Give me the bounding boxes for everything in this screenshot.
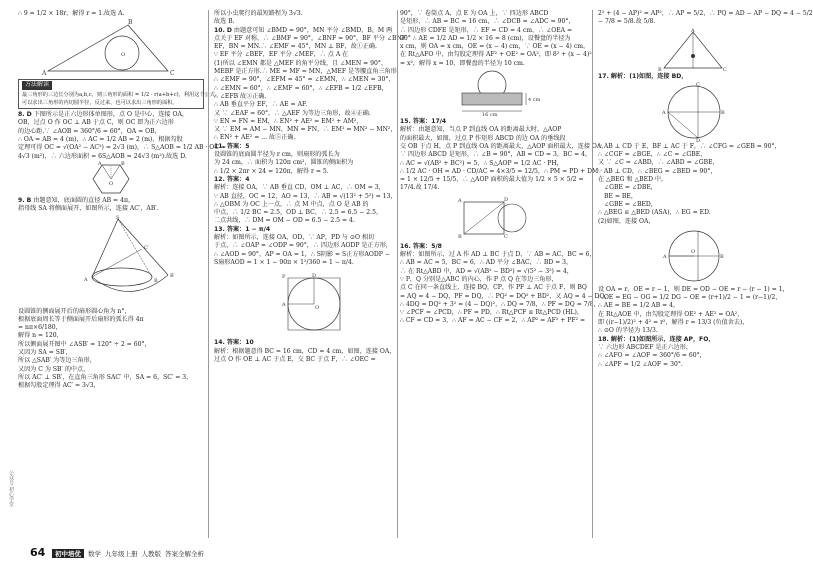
text-line: BE = BE，	[604, 192, 637, 200]
text-line: 解析：如图所示，连接 OA，OD，∵ AP，PD 与 ⊙O 相切	[214, 234, 375, 242]
text-line: 又因为 SA = SB′，	[18, 349, 72, 357]
text-line: x cm，则 OA = x cm，OE = (x − 4) cm，∵ OE = (x − 4) cm，	[400, 43, 590, 51]
text-line: 又 ∵ ∠EAF = 60°，∴ △AEF 为等边三角形，故④正确.	[214, 109, 371, 117]
text-line: 解析：连接 OA，∵ AB 垂直 CD，OM ⊥ AC，∴ OM = 3，	[214, 184, 385, 192]
text-line: ∵ 四边形 ABCD 是矩形，∴ ∠B = 90°，AB = CD = 3，BC = 4，	[400, 151, 592, 159]
text-line: ∵ ∠PCF = ∠PCD，∴ PF = PD，∴ Rt△PCF ≌ Rt△PCD (HL)，	[400, 309, 583, 317]
svg-text:O: O	[315, 305, 320, 312]
text-line: 在 △BEG 和 △BED 中，	[598, 176, 668, 184]
question-17-answer: 17. 解析：(1)如图，连接 BD，	[598, 72, 688, 80]
svg-text:C: C	[504, 233, 508, 240]
text-line: 中点，∴ 1/2 BC = 2.5，OD ⊥ BC，∴ 2.5 = 6.5 − 2.5，	[214, 209, 383, 217]
text-line: 为 24 cm，∴ 面积为 120π cm²，圆锥的侧面积为	[214, 159, 354, 167]
dimension-label: 4 cm	[528, 97, 541, 104]
column-4	[598, 10, 813, 540]
svg-text:B: B	[128, 19, 133, 27]
text-line: ∵ AB ⊥ CD 于 E，BF ⊥ AC 于 F，∴ ∠CFG = ∠GEB = 90°，	[598, 142, 781, 150]
text-line: 在 Rt△AOE 中，由勾股定理得 OE² + AE² = OA²，	[598, 310, 744, 318]
svg-text:A: A	[663, 253, 667, 260]
footer-bar	[52, 548, 204, 558]
svg-text:A: A	[662, 109, 666, 116]
question-14-answer: 14. 答案：10	[214, 339, 254, 347]
question-18-answer: 18. 解析：(1)如图所示，连接 AP，FO，	[598, 335, 715, 343]
method-tip-text: 可以求出三角形的内切圆半径，反过来，也可以求出三角形的面积。	[22, 99, 178, 106]
text-line: = x²，解得 x = 10，即餐盘的半径为 10 cm.	[400, 59, 525, 67]
text-line: ∴ ∠AOD = 90°，AP = OA = 1，∴ S阴影 = S正方形AODP −	[214, 250, 390, 258]
method-tip-box	[18, 79, 221, 109]
svg-text:A: A	[84, 276, 88, 283]
text-line: ∴ OE = EG − OG = 1/2 DG − OE = (r+1)/2 − 1 = (r−1)/2，	[598, 294, 782, 302]
text-line: 解析：根据题意得 BC = 16 cm，CD = 4 cm，如图，连接 OA，	[214, 347, 396, 355]
text-line: 解得 n = 120，	[18, 332, 63, 340]
figure-circle-chords	[598, 82, 788, 142]
figure-rectangle-circle	[400, 194, 586, 242]
text-line: 故选 B.	[214, 18, 235, 26]
text-line: ∴ ∠APF = 1/2 ∠AOF = 30°.	[598, 360, 683, 368]
text-line: ∴ AC = √(AB² + BC²) = 5，∴ S△AOP = 1/2 AC · PH，	[400, 159, 563, 167]
svg-text:C: C	[170, 70, 175, 78]
text-line: ∴ AB = AC = 5，BC = 6，∴ AD 平分 ∠BAC，∴ BD = 3，	[400, 259, 573, 267]
column-divider	[208, 10, 209, 538]
svg-text:B: B	[721, 109, 725, 116]
svg-text:D: D	[504, 196, 509, 203]
text-line: 解析：如图所示，过 A 作 AD ⊥ BC 于点 D，∵ AB = AC，BC = 6，	[400, 251, 596, 259]
text-line: ∴ 在 Rt△ABD 中，AD = √(AB² − BD²) = √(5² − 3²) = 4，	[400, 267, 573, 275]
text-line: ∵ P，Q 分别是△ABC 的内心，作 P 点 Q 在等边三角形，	[400, 275, 558, 283]
text-line: ∴ ⊙O 的半径为 13/3.	[598, 327, 658, 335]
column-divider	[592, 10, 593, 538]
text-line: ∴ ∠EFB 故③正确.	[214, 92, 267, 100]
text-line: ∴ OA = AB = 4 (m)，∴ AC = 1/2 AB = 2 (m)，根据勾股	[18, 136, 183, 144]
brand-label: 初中培优	[52, 549, 84, 558]
text-line: = AQ = 4 − DQ，PF = DQ，∴ PQ² = DQ² + BD²，又 AQ = 4 − DQ，	[400, 292, 611, 300]
svg-text:O: O	[691, 248, 696, 255]
text-line: 所以 △SAB′ 为等边三角形，	[18, 357, 96, 365]
text-line: 交 OB 于点 H，点 P 到直线 OA 的距离最大，△AOP 面积最大，连接 OA，	[400, 142, 608, 150]
text-line: 在 Rt△AFO 中，由勾股定理得 AF² + OE² = OA²，即 8² + (x − 4)²	[400, 51, 592, 59]
text-line: ∴ 四边形 CDFE 是矩形，∴ EF = CD = 4 cm，∴ ∠OEA =	[400, 26, 573, 34]
text-line: 又 ∵ ∠C = ∠ABD，∴ ∠ABD = ∠GBE，	[598, 159, 719, 167]
publisher-label: 人教版	[141, 549, 161, 558]
text-line: ∵ EN = FN = EM，∴ EN² + AE² = EM² + AM²，	[214, 117, 363, 125]
text-line: 90°，∵ 卷筒点 A，点 E 为 OA 上，∵ 四边形 ABCD	[400, 10, 549, 17]
svg-text:B′: B′	[170, 272, 175, 279]
text-line: ∴ AE = BE = 1/2 AB = 4，	[598, 302, 680, 310]
method-tip-title: 方法解读	[22, 81, 52, 89]
text-line: 即 ((r−1)/2)² + 4² = r²，解得 r = 13/3 (负值舍去)，	[598, 319, 749, 327]
text-line: S扇形AOD = 1 × 1 − 90π × 1²/360 = 1 − π/4.	[214, 258, 354, 266]
svg-text:C′: C′	[144, 244, 149, 251]
text-line: 根据勾股定理得 AC′ = 3√3，	[18, 382, 100, 390]
page-number: 64	[30, 546, 46, 559]
page-footer	[0, 546, 800, 560]
text-line: ∵ 六边形 ABCDEF 是正六边形，	[598, 343, 692, 351]
text-line: ∴ AB 垂直平分 EF，∴ AE = AF.	[214, 101, 308, 109]
text-line: ∵ AB 直径，OC = 12，AO = 13，∴ AB = √(13² + 5²) = 13，	[214, 192, 397, 200]
svg-text:A: A	[98, 160, 102, 167]
text-line: 又因为 C 为 SB′ 的中点，	[18, 365, 90, 373]
section-label: 答案全解全析	[165, 549, 204, 558]
svg-text:C: C	[723, 66, 727, 73]
text-line: ∴ ∠EMF = 90°，∠EFM = 45° = ∠EMN，∴ ∠MEN = 30°，	[214, 76, 395, 84]
svg-text:S: S	[116, 214, 120, 221]
text-line: − 7/8 = 5/8.故 5/8.	[598, 18, 656, 26]
text-line: 所以 AC′ ⊥ SB′，在直角三角形 SAC′ 中，SA = 6，SC′ = 3，	[18, 373, 193, 381]
svg-text:B: B	[658, 66, 662, 73]
text-line: ∴ EN² + AE² = ... 故⑤正确.	[214, 134, 296, 142]
text-line: 2² + (4 − AP)² = AP²，∴ AP = 5/2，∴ PQ = AD − AP − DQ = 4 − 5/2	[598, 10, 813, 17]
svg-text:A: A	[42, 70, 47, 78]
question-16-answer: 16. 答案：5/8	[400, 242, 442, 250]
text-line: EF，BN = MN.∴ ∠EMF = 45°，MN ⊥ BF，故①正确.	[214, 43, 377, 51]
text-line: ∴ ∠CGF = ∠BGE，∴ ∠C = ∠GBE，	[598, 151, 707, 159]
text-line: 90° ∴ AE = 1/2 AD = 1/2 × 16 = 8 (cm)，设餐盘的半径为	[400, 34, 571, 42]
svg-text:A: A	[691, 27, 695, 34]
figure-circle-radius	[598, 227, 788, 285]
subject-label: 数学	[88, 549, 101, 558]
text-line: 点关于 EF 对称，∴ ∠BMF = 90°，∠BNF = 90°，BF 平分 ∠BNF	[214, 34, 407, 42]
text-line: = 1 × 12/5 + 15/5，∴ △AOP 面积的最大值为 1/2 × 5 × 5/2 =	[400, 176, 584, 184]
svg-text:B: B	[121, 160, 125, 167]
text-line: (1)所以 ∠EMN 都是 △MEF 的角平分线，且 ∠MEN = 90°，	[214, 59, 388, 67]
figure-hexagon	[18, 162, 204, 196]
text-line: OB，过点 O 作 OC ⊥ AB 于点 C，则 OC 即为正六边形	[18, 119, 174, 127]
text-line: 二点共线，∴ DM = OM − OD = 6.5 − 2.5 = 4.	[214, 217, 355, 225]
text-line: 17/4.故 17/4.	[400, 184, 440, 192]
text-line: 解析：由题意知，当点 P 到直线 OA 的距离最大时，△AOP	[400, 126, 562, 134]
text-line: 根据底面周长等于侧面展开后扇形的弧长得 4π	[18, 315, 144, 323]
text-line: ∵ AB ⊥ CD，∴ ∠BEG = ∠BED = 90°，	[598, 167, 717, 175]
method-tip-text: 最三角形的三边长分别为a,b,c，则三角形的面积 = 1/2 · r(a+b+c)，利用这个公式，	[22, 91, 221, 98]
svg-text:D: D	[312, 273, 317, 280]
text-line: ∴ 1/2 AC · OH = AD · CD/AC = 4×3/5 = 12/5，∴ PM = PD + DM	[400, 167, 599, 175]
text-line: ∴ △BEG ≌ △BED (ASA)，∴ EG = ED.	[598, 209, 711, 217]
svg-text:B: B	[154, 277, 158, 284]
question-11-answer: 11. 答案：5	[214, 142, 250, 150]
figure-triangle-incircle	[18, 19, 204, 77]
svg-text:O: O	[109, 180, 114, 187]
text-line: ∴ ∠EMN = 60°，∴ ∠EMF = 60°，∴ ∠EFB = 1/2 ∠EFB，	[214, 84, 388, 92]
text-line: ∴ ∠AFO = ∠AOF = 360°/6 = 60°，	[598, 352, 706, 360]
text-line: (2)如图，连接 OA，	[598, 217, 655, 225]
svg-text:A: A	[458, 197, 462, 204]
svg-text:P: P	[282, 274, 286, 281]
svg-text:A: A	[282, 302, 286, 309]
text-line: 指母线 SA 将侧面展开，如图所示，连接 AC′，AB′.	[18, 205, 159, 213]
question-10-answer: 10. D 由题意可知 ∠BMD = 90°，MN 平分 ∠BMD，B，M 两	[214, 26, 393, 34]
text-line: ∴ 4DQ = DQ² + 3² = (4 − DQ)²，∴ DQ = 7/8，∴ PF = DQ = 7/8，	[400, 300, 600, 308]
figure-cone-unfolding	[18, 215, 204, 307]
text-line: ∴ 1/2 × 2πr × 24 = 120π，解得 r = 5.	[214, 167, 329, 175]
dimension-label: 16 cm	[482, 112, 498, 119]
text-line: 所以小虫爬行的最短路程为 3√3.	[214, 10, 303, 17]
figure-triangle-incenters	[598, 28, 788, 72]
question-8-answer: 8. D 下图所示是正六边形体单图形，点 O 是中心，连接 OA，	[18, 111, 188, 119]
svg-text:C: C	[696, 81, 700, 88]
text-line: = nπ×6/180，	[18, 324, 62, 332]
text-line: 过点 O 作 OE ⊥ AC 于点 E，交 BC 于点 F，∴ ∠OEC =	[214, 355, 376, 363]
svg-text:D: D	[696, 137, 701, 144]
text-line: 设 OA = r，OE = r − 1，则 DE = OD − OE = r − (r − 1) = 1，	[598, 285, 789, 293]
question-13-answer: 13. 答案：1 − π/4	[214, 225, 271, 233]
grade-label: 九年级上册	[105, 549, 138, 558]
text-line: ∴ CF = CD = 3，∴ AF = AC − CF = 2，∴ AP² = AF² + PF² =	[400, 317, 586, 325]
question-12-answer: 12. 答案：4	[214, 175, 250, 183]
figure-plate-rectangle	[400, 69, 586, 117]
text-line: ∠GBE = ∠BED，	[604, 200, 657, 208]
text-line: ∴ 9 = 1/2 × 18r，解得 r = 1.故选 A.	[18, 10, 125, 17]
question-15-answer: 15. 答案：17/4	[400, 118, 447, 126]
text-line: 的面积最大，如图，过点 P 作矩形 ABCD 的边 OA 的垂线段	[400, 134, 566, 142]
svg-text:O: O	[121, 52, 126, 59]
text-line: 点 C 在同一条直线上，连接 BQ，CP，作 PF ⊥ AC 于点 F，则 BQ	[400, 284, 587, 292]
text-line: 定理可得 OC = √(OA² − AC²) = 2√3 (m)，∴ S△AOB = 1/2 AB · OC =	[18, 144, 226, 152]
column-2	[214, 10, 407, 540]
text-line: 于点，∴ ∠OAP = ∠ODP = 90°，∴ 四边形 AODP 是正方形，	[214, 242, 392, 250]
text-line: 所以侧面展开图中 ∠ASB′ = 120° ÷ 2 = 60°，	[18, 340, 151, 348]
text-line: ∠GBE = ∠DBE，	[604, 184, 657, 192]
column-3	[400, 10, 611, 540]
text-line: 4√3 (m²)，∴ 六边形面积 = 6S△AOB = 24√3 (m²).故选 D.	[18, 152, 187, 160]
text-line: 设圆锥的底面圆半径为 r cm，则扇形的弧长为	[214, 151, 340, 159]
text-line: 设圆锥的侧面展开后的扇形圆心角为 n°，	[18, 307, 131, 315]
svg-text:B: B	[720, 253, 724, 260]
text-line: 是矩形，∴ AB = BC = 16 cm，∴ ∠DCB = ∠ADC = 90°，	[400, 18, 575, 26]
question-9-answer: 9. B 由题意知，底面圆的直径 AB = 4π，	[18, 196, 135, 204]
text-line: 又 ∵ EM = AM − MN，MN = FN，∴ EM² = MN² − MN²，	[214, 126, 397, 134]
side-watermark: 公众号·初心学堂	[8, 470, 14, 507]
text-line: ∵ EF 平分 ∠BEF，EF 平分 ∠MEF，∴ 点 A 在	[214, 51, 349, 59]
figure-circle-square	[214, 268, 394, 338]
svg-text:B: B	[458, 233, 462, 240]
text-line: MEBF 是正方形.∴ ME = MF = MN，△MEF 是等腰直角三角形，	[214, 68, 403, 76]
text-line: 的边心距.∵ ∠AOB = 360°/6 = 60°，OA = OB，	[18, 127, 161, 135]
column-divider	[397, 10, 398, 538]
text-line: ∴ △OBM 为 OC 上一点，∴ 点 M 中点，点 O 是 AB 的	[214, 200, 369, 208]
